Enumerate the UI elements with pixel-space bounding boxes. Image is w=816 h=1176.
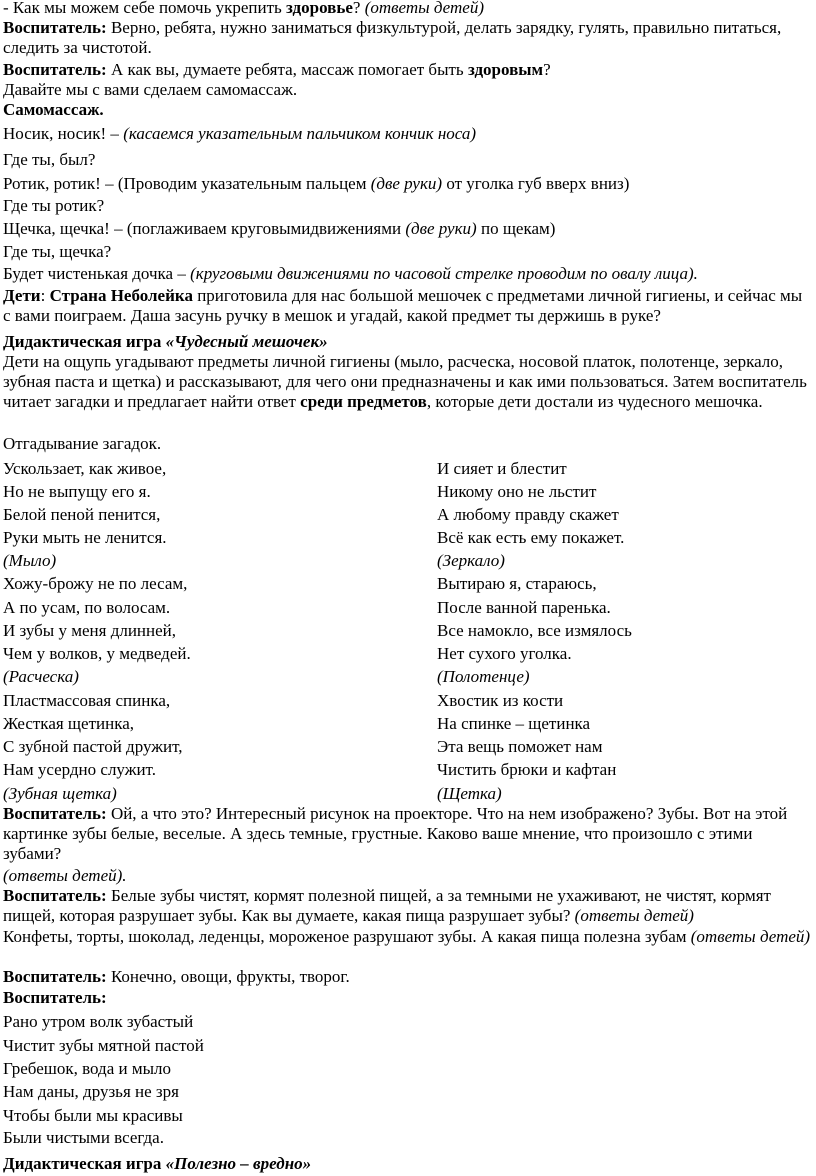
children-answers: (ответы детей). — [3, 866, 127, 885]
riddle-line: А по усам, по волосам. — [3, 598, 171, 617]
riddle-line: Хвостик из кости — [437, 691, 564, 710]
intro-invitation: Давайте мы с вами сделаем самомассаж. — [3, 80, 298, 99]
riddle-answer: (Зеркало) — [437, 551, 505, 570]
riddle-answer: (Зубная щетка) — [3, 784, 117, 803]
riddle-answer: (Полотенце) — [437, 667, 530, 686]
poem-line: Чистит зубы мятной пастой — [3, 1036, 204, 1055]
massage-line: Где ты ротик? — [3, 196, 105, 215]
riddle-line: Хожу-брожу не по лесам, — [3, 574, 188, 593]
riddle-line: Чем у волков, у медведей. — [3, 644, 191, 663]
teacher-teeth-explanation: Воспитатель: Белые зубы чистят, кормят полезной пищей, а за темными не ухаживают, не чистят, кормят пищей, которая разрушает зубы. Как вы думаете, какая пища разрушает зубы? (ответы детей) — [3, 886, 771, 925]
riddle-line: Вытираю я, стараюсь, — [437, 574, 597, 593]
riddle-line: Руки мыть не ленится. — [3, 528, 167, 547]
riddle-line: Чистить брюки и кафтан — [437, 760, 617, 779]
poem-line: Чтобы были мы красивы — [3, 1106, 183, 1125]
riddle-line: Но не выпущу его я. — [3, 482, 151, 501]
massage-line: Будет чистенькая дочка – (круговыми движениями по часовой стрелке проводим по овалу лица). — [3, 264, 698, 283]
self-massage-heading: Самомассаж. — [3, 100, 104, 119]
riddle-line: И зубы у меня длинней, — [3, 621, 177, 640]
children-paragraph: Дети: Страна Неболейка приготовила для нас большой мешочек с предметами личной гигиены, и сейчас мы с вами поиграем. Даша засунь ручку в мешок и угадай, какой предмет ты держишь в руке? — [3, 286, 803, 325]
poem-line: Были чистыми всегда. — [3, 1128, 164, 1147]
riddle-answer: (Мыло) — [3, 551, 57, 570]
riddle-line: Ускользает, как живое, — [3, 459, 167, 478]
intro-teacher-question: Воспитатель: А как вы, думаете ребята, массаж помогает быть здоровым? — [3, 60, 551, 79]
riddle-line: На спинке – щетинка — [437, 714, 591, 733]
riddle-line: Все намокло, все измялось — [437, 621, 632, 640]
riddle-line: Эта вещь поможет нам — [437, 737, 603, 756]
riddle-line: После ванной паренька. — [437, 598, 611, 617]
game-title: Дидактическая игра «Чудесный мешочек» — [3, 332, 328, 351]
riddle-line: С зубной пастой дружит, — [3, 737, 183, 756]
teacher-healthy-food: Воспитатель: Конечно, овощи, фрукты, творог. — [3, 967, 350, 986]
riddle-answer: (Расческа) — [3, 667, 79, 686]
massage-line: Где ты, был? — [3, 150, 96, 169]
teacher-teeth-question: Воспитатель: Ой, а что это? Интересный рисунок на проекторе. Что на нем изображено? Зубы. Вот на этой картинке зубы белые, веселые. А здесь темные, грустные. Каково ваше мнение, что произошло с этими зубами? — [3, 804, 788, 863]
intro-teacher-reply: Воспитатель: Верно, ребята, нужно заниматься физкультурой, делать зарядку, гулять, правильно питаться, следить за чистотой. — [3, 18, 782, 57]
riddle-line: Белой пеной пенится, — [3, 505, 161, 524]
riddle-line: Нам усердно служит. — [3, 760, 156, 779]
riddle-line: Жесткая щетинка, — [3, 714, 134, 733]
game-title: Дидактическая игра «Полезно – вредно» — [3, 1154, 312, 1173]
riddle-line: Никому оно не льстит — [437, 482, 597, 501]
massage-line: Где ты, щечка? — [3, 242, 112, 261]
riddle-line: Нет сухого уголка. — [437, 644, 572, 663]
teacher-poem-speaker: Воспитатель: — [3, 988, 107, 1007]
riddle-answer: (Щетка) — [437, 784, 502, 803]
poem-line: Гребешок, вода и мыло — [3, 1059, 171, 1078]
intro-question: - Как мы можем себе помочь укрепить здоровье? (ответы детей) — [3, 0, 484, 17]
game-description: Дети на ощупь угадывают предметы личной гигиены (мыло, расческа, носовой платок, полотенце, зеркало, зубная паста и щетка) и рассказывают, для чего они предназначены и как ими пользоваться. Затем воспитатель читает загадки и предлагает найти ответ среди предметов, которые дети достали из чудесного мешочка. — [3, 352, 807, 411]
harmful-food-paragraph: Конфеты, торты, шоколад, леденцы, мороженое разрушают зубы. А какая пища полезна зубам (ответы детей) — [3, 927, 811, 946]
massage-line: Щечка, щечка! – (поглаживаем круговымидвижениями (две руки) по щекам) — [3, 219, 556, 238]
massage-line: Носик, носик! – (касаемся указательным пальчиком кончик носа) — [3, 124, 477, 143]
poem-line: Рано утром волк зубастый — [3, 1012, 194, 1031]
riddle-line: Пластмассовая спинка, — [3, 691, 171, 710]
riddle-line: И сияет и блестит — [437, 459, 567, 478]
massage-line: Ротик, ротик! – (Проводим указательным пальцем (две руки) от уголка губ вверх вниз) — [3, 174, 630, 193]
riddle-line: А любому правду скажет — [437, 505, 619, 524]
poem-line: Нам даны, друзья не зря — [3, 1082, 179, 1101]
riddle-line: Всё как есть ему покажет. — [437, 528, 625, 547]
riddles-title: Отгадывание загадок. — [3, 434, 162, 453]
